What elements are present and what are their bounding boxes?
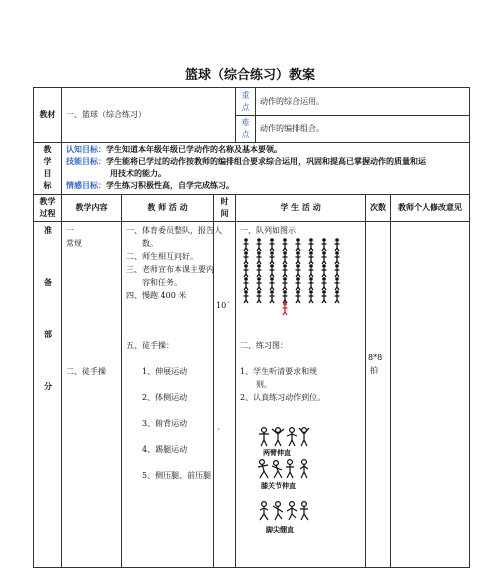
prep-time-cell — [214, 222, 236, 568]
student-figure — [283, 238, 288, 251]
figure-label: 膝关节伸直 — [261, 482, 297, 490]
goals-label-char: 目 — [43, 169, 52, 178]
lesson-plan-table — [33, 87, 470, 568]
prep-student-cell — [236, 222, 366, 568]
header-count: 次数 — [366, 195, 391, 222]
student-figure — [257, 290, 262, 303]
student-figure — [270, 290, 275, 303]
count-value: 8*8 — [368, 353, 383, 362]
student-figure — [244, 277, 249, 290]
prep-phase-label — [34, 222, 62, 568]
header-teacher: 教 师 活 动 — [122, 195, 214, 222]
cognitive-goal-text: 学生知道本年级年级已学动作的名称及基本要领。 — [106, 145, 282, 154]
student-figure — [335, 238, 340, 251]
skill-goal-text: 学生能将已学过的动作按教师的编排组合要求综合运用，巩固和提高已掌握动作的质量和运 — [106, 157, 426, 166]
student-figure — [257, 264, 262, 277]
header-student: 学 生 活 动 — [236, 195, 366, 222]
prep-count-cell — [366, 222, 391, 568]
count-unit: 拍 — [370, 366, 379, 375]
student-figure — [309, 277, 314, 290]
goals-label-char: 标 — [43, 181, 52, 190]
student-figure — [270, 251, 275, 264]
teacher-line: 二、师生相互问好。 — [126, 252, 198, 261]
teacher-line: 三、老师宣布本课主要内 — [126, 265, 214, 274]
material-content: 一、篮球（综合练习） — [62, 88, 236, 143]
prep-phase-char: 备 — [44, 278, 52, 287]
content-item-1b: 常规 — [66, 239, 82, 248]
prep-time: 10´ — [216, 301, 231, 310]
difficult-point-text: 动作的编排组合。 — [256, 116, 470, 143]
prep-phase-char: 准 — [44, 226, 52, 235]
stick-figures-knees — [256, 458, 312, 480]
student-figure — [335, 251, 340, 264]
prep-teacher-cell — [122, 222, 222, 568]
student-figure — [244, 264, 249, 277]
student-line: 2、认真练习动作到位。 — [240, 393, 326, 402]
student-figure — [322, 251, 327, 264]
student-figure — [283, 290, 288, 303]
student-figure — [244, 238, 249, 251]
exercise-item: 2、体侧运动 — [142, 393, 188, 402]
student-figure — [296, 238, 301, 251]
student-figure — [244, 251, 249, 264]
student-figure — [335, 290, 340, 303]
student-figure — [296, 264, 301, 277]
teacher-line: 数。 — [142, 239, 158, 248]
difficult-point-label: 难点 — [236, 116, 256, 143]
student-figure — [322, 277, 327, 290]
student-line: 1、学生听清要求和规 — [240, 367, 318, 376]
student-figure — [296, 277, 301, 290]
student-figure — [257, 251, 262, 264]
student-figure — [335, 264, 340, 277]
exercise-item: 5、侧压腿、前压腿 — [142, 471, 212, 480]
header-modify: 教师个人修改意见 — [391, 195, 470, 222]
student-figure — [322, 264, 327, 277]
goals-label — [34, 143, 62, 195]
teacher-line: 四、慢跑 400 米 — [126, 291, 187, 300]
formation-diagram — [240, 236, 350, 316]
content-item-1a: 一 — [66, 226, 74, 235]
skill-goal-text-cont: 用技术的能力。 — [110, 169, 166, 178]
emotion-goal-label: 情感目标： — [66, 181, 106, 190]
student-figure — [270, 277, 275, 290]
prep-modify-cell — [391, 222, 470, 568]
header-time: 时间 — [214, 195, 236, 222]
student-figure — [283, 251, 288, 264]
prep-time-mark: ` — [217, 428, 221, 437]
exercise-title: 五、徒手操： — [126, 341, 174, 350]
prep-content-cell — [62, 222, 122, 568]
student-figure — [296, 251, 301, 264]
exercise-item: 1、伸展运动 — [142, 367, 188, 376]
stick-figures-toes — [258, 500, 310, 522]
student-figure — [257, 277, 262, 290]
student-figure — [322, 238, 327, 251]
teacher-line: 一、体育委员整队，报告人 — [126, 226, 222, 235]
student-figure — [283, 264, 288, 277]
emotion-goal-text: 学生练习积极性高，自学完成练习。 — [106, 181, 234, 190]
header-content: 教学内容 — [62, 195, 122, 222]
student-figure — [270, 238, 275, 251]
figure-label: 两臂伸直 — [263, 449, 292, 457]
skill-goal-label: 技能目标： — [66, 157, 106, 166]
student-figure — [309, 264, 314, 277]
teacher-line: 容和任务。 — [142, 278, 182, 287]
exercise-item: 4、踢腿运动 — [142, 445, 188, 454]
key-point-label: 重点 — [236, 88, 256, 116]
material-label: 教材 — [34, 88, 62, 143]
student-figure — [296, 290, 301, 303]
student-figure — [335, 277, 340, 290]
goals-content — [62, 143, 470, 195]
exercise-item: 3、俯背运动 — [142, 419, 188, 428]
teacher-figure — [283, 302, 288, 315]
drill-label: 二、练习图： — [240, 341, 289, 350]
key-point-text: 动作的综合运用。 — [256, 88, 470, 116]
figure-label: 脚尖绷直 — [266, 526, 295, 534]
header-process: 教学过程 — [34, 195, 62, 222]
student-figure — [244, 290, 249, 303]
goals-label-char: 教 — [43, 145, 52, 154]
page-title: 篮球（综合练习）教案 — [184, 68, 315, 83]
student-figure — [309, 290, 314, 303]
student-line: 则。 — [256, 380, 273, 389]
student-figure — [322, 290, 327, 303]
goals-label-char: 学 — [43, 157, 52, 166]
formation-label: 一、队列如图示 — [240, 226, 297, 235]
stick-figures-arms — [258, 426, 310, 448]
student-figure — [283, 277, 288, 290]
student-figure — [309, 238, 314, 251]
student-figure — [270, 264, 275, 277]
content-item-2: 二、徒手操 — [66, 367, 106, 376]
student-figure — [309, 251, 314, 264]
prep-phase-char: 分 — [44, 382, 52, 391]
prep-phase-char: 部 — [44, 330, 52, 339]
student-figure — [257, 238, 262, 251]
cognitive-goal-label: 认知目标： — [66, 145, 106, 154]
